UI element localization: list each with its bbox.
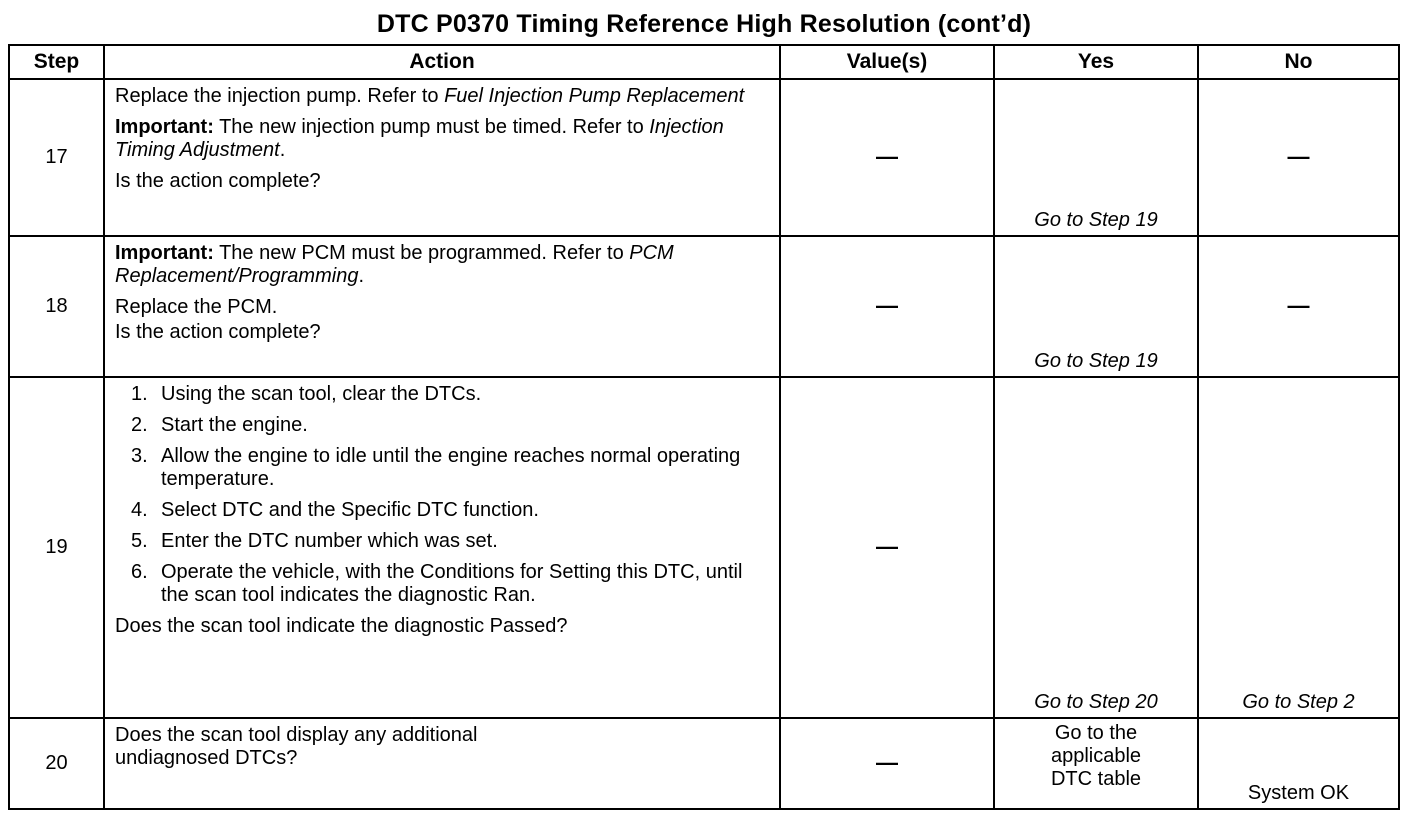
yes-cell [994, 718, 1198, 809]
column-header-yes: Yes [994, 45, 1198, 79]
page-title: DTC P0370 Timing Reference High Resolution (cont’d) [376, 10, 1032, 38]
dash-value: — [1287, 293, 1310, 318]
important-note [115, 116, 771, 162]
reference-link[interactable]: Fuel Injection Pump Replacement [444, 85, 745, 107]
value-cell [780, 377, 994, 718]
action-question: Is the action complete? [115, 321, 321, 343]
yes-cell [994, 236, 1198, 377]
procedure-steps [115, 383, 771, 607]
table-row [9, 79, 1399, 236]
list-item: 3. Allow the engine to idle until the engine reaches normal operating temperature. [131, 445, 741, 490]
list-item: 1. Using the scan tool, clear the DTCs. [131, 383, 482, 405]
note-end: . [358, 265, 364, 287]
goto-step-link[interactable]: Go to Step 20 [1034, 691, 1158, 713]
action-instruction [115, 85, 771, 108]
note-text: The new injection pump must be timed. Refer to [213, 116, 650, 138]
dash-value: — [876, 293, 898, 318]
action-question: Does the scan tool indicate the diagnostic Passed? [115, 615, 568, 637]
action-cell [104, 718, 780, 809]
no-cell [1198, 718, 1399, 809]
step-number: 18 [9, 236, 104, 377]
important-label: Important: [115, 116, 214, 138]
reference-link[interactable]: PCM Replacement/Programming [115, 242, 674, 287]
column-header-no: No [1198, 45, 1399, 79]
action-instruction: Replace the PCM. [115, 296, 278, 318]
table-row [9, 236, 1399, 377]
step-number: 17 [9, 79, 104, 236]
no-cell [1198, 79, 1399, 236]
value-cell [780, 79, 994, 236]
dash-value: — [876, 534, 898, 559]
action-cell [104, 79, 780, 236]
important-label: Important: [115, 242, 214, 264]
dash-value: — [876, 144, 898, 169]
goto-step-link[interactable]: Go to Step 19 [1034, 209, 1158, 231]
column-header-step: Step [9, 45, 104, 79]
dash-value: — [876, 750, 898, 775]
value-cell [780, 236, 994, 377]
diagnostic-table [8, 44, 1400, 810]
system-ok-text: System OK [1247, 782, 1350, 804]
step-number: 20 [9, 718, 104, 809]
column-header-action: Action [104, 45, 780, 79]
action-cell [104, 236, 780, 377]
goto-dtc-table-link[interactable]: Go to the applicable DTC table [1050, 722, 1142, 790]
table-header-row [9, 45, 1399, 79]
note-end: . [279, 139, 286, 161]
list-item: 6. Operate the vehicle, with the Conditions for Setting this DTC, until the scan tool indicates the diagnostic Ran. [131, 561, 743, 606]
list-item: 2. Start the engine. [131, 414, 308, 436]
action-question: Is the action complete? [115, 170, 321, 192]
step-number: 19 [9, 377, 104, 718]
note-text: The new PCM must be programmed. Refer to [213, 242, 630, 264]
table-row [9, 718, 1399, 809]
list-item: 5. Enter the DTC number which was set. [131, 530, 498, 552]
no-cell [1198, 377, 1399, 718]
goto-step-link[interactable]: Go to Step 19 [1034, 350, 1158, 372]
value-cell [780, 718, 994, 809]
instruction-text: Replace the injection pump. Refer to [115, 85, 445, 107]
goto-step-link[interactable]: Go to Step 2 [1242, 691, 1355, 713]
table-row [9, 377, 1399, 718]
action-question: Does the scan tool display any additional undiagnosed DTCs? [115, 724, 478, 769]
list-item: 4. Select DTC and the Specific DTC function. [131, 499, 539, 521]
no-cell [1198, 236, 1399, 377]
action-cell [104, 377, 780, 718]
column-header-values: Value(s) [780, 45, 994, 79]
reference-link[interactable]: Injection Timing Adjustment [115, 116, 724, 161]
important-note [115, 242, 771, 288]
yes-cell [994, 377, 1198, 718]
dash-value: — [1287, 144, 1310, 169]
yes-cell [994, 79, 1198, 236]
